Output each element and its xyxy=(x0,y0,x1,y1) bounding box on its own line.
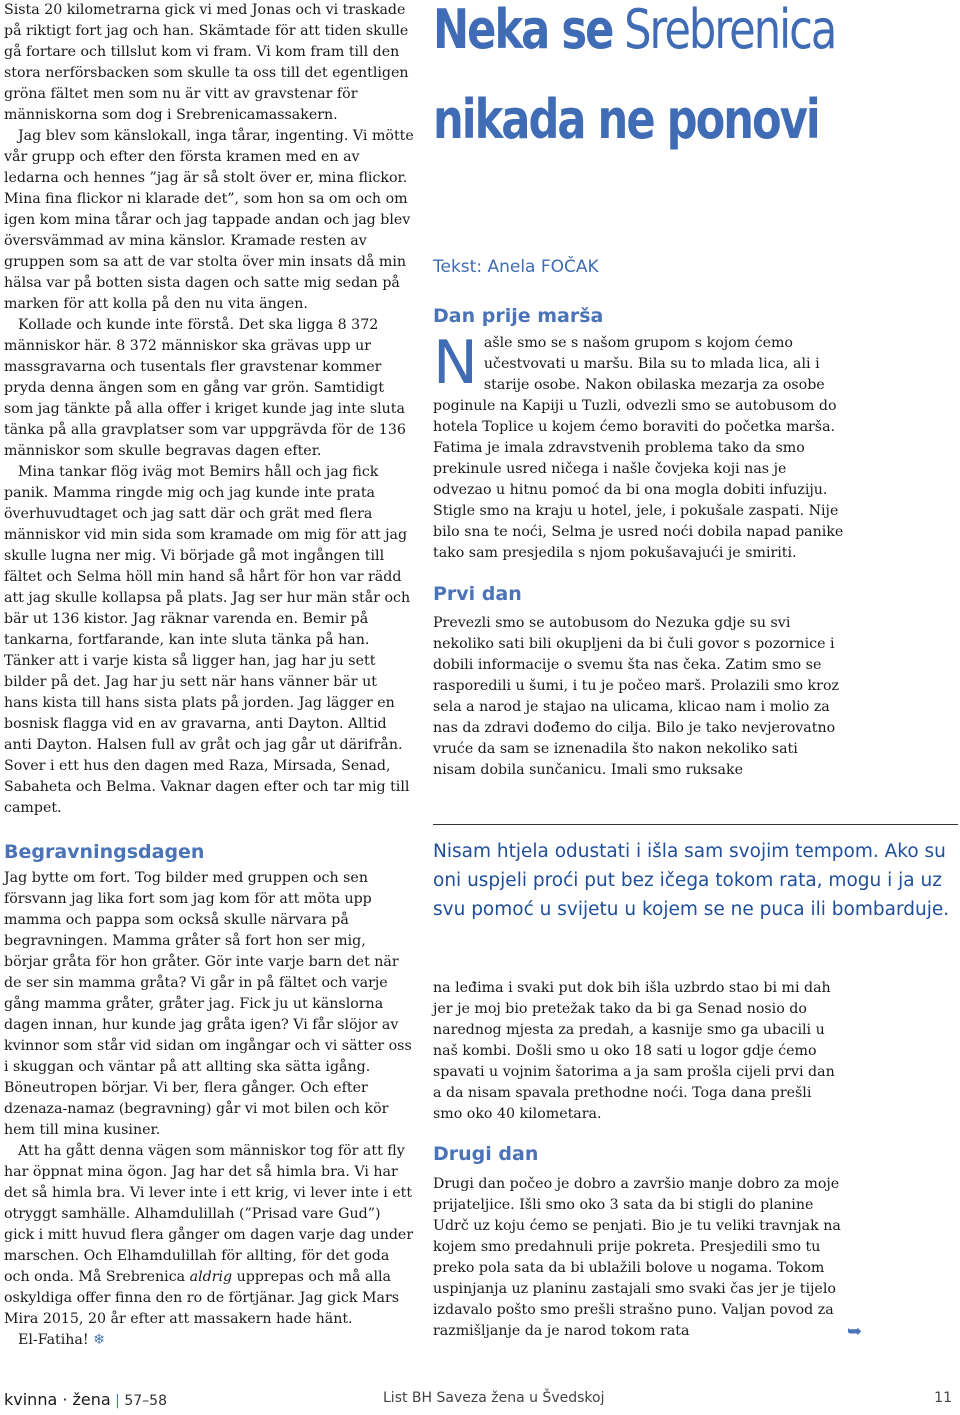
snowflake-icon: ❄ xyxy=(93,1332,105,1348)
paragraph xyxy=(4,1141,414,1330)
article-title-line-1 xyxy=(433,0,836,61)
paragraph: Kollade och kunde inte förstå. Det ska ligga 8 372 människor här. 8 372 människor ska grävas upp ur massgravarna och tusentals fler gravstenar kommer pryda denna ängen som en gång var grön. Samtidigt som jag tänkte på alla offer i kriget kunde jag inte sluta tänka på alla gravplatser som var uppgrävda för de 136 människor som skulle begravas dagen efter. xyxy=(4,317,406,459)
emphasis: aldrig xyxy=(189,1269,233,1285)
footer-brand-group xyxy=(4,1390,167,1409)
paragraph-text: ašle smo se s našom grupom s kojom ćemo učestvovati u maršu. Bila su to mlada lica, ali i starije osobe. Nakon obilaska mezarja za osobe poginule na Kapiji u Tuzli, odvezli smo se autobusom do hotela Toplice u kojem ćemo boraviti do početka marša. Fatima je imala zdravstvenih problema tako da smo prekinule usred ničega i našle čovjeka koji nas je odvezao u hitnu pomoć da bi ona mogla dobiti infuziju. Stigle smo na kraju u hotel, jele, i pokušale zaspati. Nije bilo sna te noći, Selma je usred noći dobila napad panike tako sam presjedila s njom pokušavajući je smiriti. xyxy=(433,335,844,561)
paragraph xyxy=(433,328,845,564)
paragraph: na leđima i svaki put dok bih išla uzbrdo stao bi mi dah jer je moj bio pretežak tako da bi ga Senad nosio do narednog mjesta za predah, a kasnije smo ga ubacili u naš kombi. Došli smo u oko 18 sati u logor gdje ćemo spavati u vojnim šatorima a ja sam prošla cijeli prvi dan a da nisam spavala prethodne noći. Toga dana prešli smo oko 40 kilometara. xyxy=(433,980,835,1122)
section-heading: Prvi dan xyxy=(433,583,522,605)
issue-pages: 57–58 xyxy=(124,1393,167,1409)
paragraph-text: Drugi dan počeo je dobro a završio manje dobro za moje prijateljice. Išli smo oko 3 sata da bi stigli do planine Udrč uz koju ćemo se penjati. Bio je tu veliki travnjak na kojem smo predahnuli prije pokreta. Presjedili smo tu preko pola sata da bi ublažili bolove u nogama. Tokom uspinjanja uz planinu zastajali smo svaki čas jer je tijelo izdavalo pošto smo prešli strašno puno. Valjan povod za razmišljanje da je narod tokom rata xyxy=(433,1176,841,1339)
footer-separator: | xyxy=(115,1393,120,1409)
bosnian-article-column xyxy=(433,0,950,1342)
title-regular-part: Srebrenica xyxy=(624,0,836,61)
paragraph: Jag blev som känslokall, inga tårar, ingenting. Vi mötte vår grupp och efter den första kramen med en av ledarna och hennes ”jag är så stolt över er, mina flickor. Mina fina flickor ni klarade det”, som hon sa om och om igen kom mina tårar och jag tappade andan och jag blev översvämmad av mina känslor. Kramade resten av gruppen som sa att de var stolta över min insats då min hälsa var på botten sista dagen och satte mig sedan på marken för att kolla på den nu vita ängen. xyxy=(4,128,414,312)
article-title-line-2: nikada ne ponovi xyxy=(433,88,819,151)
paragraph-text: upprepas och må alla oskyldiga offer finna den ro de förtjänar. Jag gick Mars Mira 2015, 20 år efter att massakern hade hänt. xyxy=(4,1269,400,1327)
paragraph: Jag bytte om fort. Tog bilder med gruppen och sen försvann jag lika fort som jag kom för att möta upp mamma och pappa som också skulle närvara på begravningen. Mamma gråter så fort hon ser mig, börjar gråta för hon gråter. Gör inte varje barn det när de ser sin mamma gråta? Vi går in på fältet och varje gång mamma gråter, gråter jag. Fick ju ut känslorna dagen innan, hur kunde jag gråta igen? Vi får slöjor av kvinnor som står vid sidan om ingångar och vi sätter oss i skuggan och väntar på att allting ska sätta igång. Böneutropen börjar. Vi ber, flera gånger. Och efter dzenaza-namaz (begravning) går vi mot bilen och kör hem till mina kusiner. xyxy=(4,870,412,1138)
arrow-right-icon: ➥ xyxy=(847,1321,863,1342)
pullquote-rule xyxy=(433,824,958,825)
publication-name: List BH Saveza žena u Švedskoj xyxy=(383,1390,605,1406)
author-line: Tekst: Anela FOČAK xyxy=(433,257,599,277)
pull-quote: Nisam htjela odustati i išla sam svojim tempom. Ako su oni uspjeli proći put bez ičega tokom rata, mogu i ja uz svu pomoć u svijetu u kojem se ne puca ili bombarduje. xyxy=(433,841,950,920)
magazine-brand: kvinna · žena xyxy=(4,1390,111,1409)
section-heading: Drugi dan xyxy=(433,1143,539,1165)
section-heading: Begravningsdagen xyxy=(4,841,205,863)
closing-text: El-Fatiha! xyxy=(18,1332,89,1348)
paragraph xyxy=(4,1330,414,1351)
paragraph: Prevezli smo se autobusom do Nezuka gdje su svi nekoliko sati bili okupljeni da bi čuli govor s pozornice i dobili informacije o svemu šta nas čeka. Zatim smo se rasporedili u šumi, i tu je počeo marš. Prolazili smo kroz sela a narod je stajao na ulicama, klicao nam i molio za nas da zdravi dođemo do cilja. Bilo je tako nevjerovatno vruće da sam se iznenadila što nakon nekoliko sati nisam dobila sunčanicu. Imali smo ruksake xyxy=(433,615,839,778)
paragraph: Sista 20 kilometrarna gick vi med Jonas och vi traskade på riktigt fort jag och han. Skämtade för att tiden skulle gå fortare och tillslut kom vi fram. Vi kom fram till den stora nerförsbacken som skulle ta oss till det egentligen gröna fältet men som nu är vitt av gravstenar för människorna som dog i Srebrenicamassakern. xyxy=(4,2,409,123)
swedish-article-column xyxy=(4,0,414,1351)
paragraph: Mina tankar flög iväg mot Bemirs håll och jag fick panik. Mamma ringde mig och jag kunde inte prata överhuvudtaget och jag satt där och grät med flera människor vid min sida som kramade om mig för att jag skulle lugna ner mig. Vi började gå mot ingången till fältet och Selma höll min hand så hårt för hon var rädd att jag skulle kollapsa på plats. Jag ser hur män står och bär ut 136 kistor. Jag räknar varenda en. Bemir på tankarna, fortfarande, kan inte sluta tänka på han. Tänker att i varje kista så ligger han, jag har ju sett bilder på det. Jag har ju sett när hans vänner bär ut hans kista till hans sista plats på jorden. Jag lägger en bosnisk flagga vid en av gravarna, anti Dayton. Alltid anti Dayton. Halsen full av gråt och jag går ut därifrån. Sover i ett hus den dagen med Raza, Mirsada, Senad, Sabaheta och Belma. Vaknar dagen efter och tar mig till campet. xyxy=(4,464,411,816)
paragraph-text: Att ha gått denna vägen som människor tog för att fly har öppnat mina ögon. Jag har det så himla bra. Vi har det så himla bra. Vi lever inte i ett krig, vi lever inte i ett otryggt samhälle. Alhamdulillah (”Prisad vare Gud”) gick i mitt huvud flera gånger om dagen varje dag under marschen. Och Elhamdulillah för allting, för det goda och onda. Må Srebrenica xyxy=(4,1143,414,1285)
drop-cap: N xyxy=(433,328,478,398)
section-heading: Dan prije marša xyxy=(433,305,604,327)
title-bold-part: Neka se xyxy=(433,0,613,61)
page-number: 11 xyxy=(934,1390,952,1406)
paragraph xyxy=(433,1174,863,1342)
page-footer xyxy=(0,1390,960,1412)
